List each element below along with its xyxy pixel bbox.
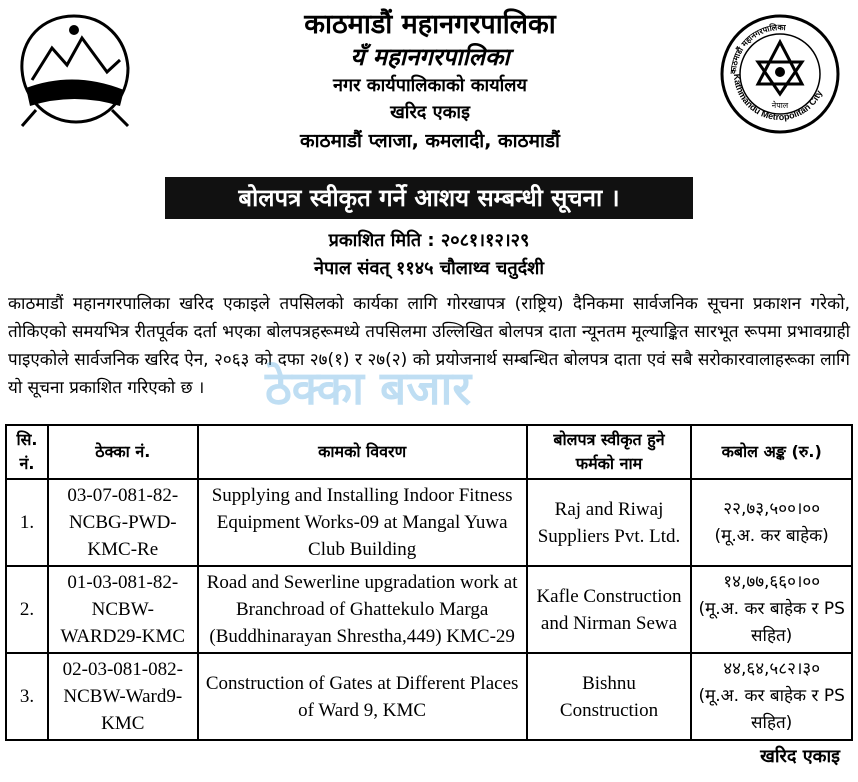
seal-script: काठमाडौं महानगरपालिका [728, 22, 786, 75]
seal-text: Kathmandu Metropolitan City [731, 73, 825, 123]
row-firm: Bishnu Construction [527, 653, 692, 740]
row-sn: 1. [6, 479, 48, 566]
col-header-amount: कबोल अङ्क (रु.) [691, 425, 852, 479]
table-row [6, 566, 852, 653]
col-header-contract: ठेक्का नं. [48, 425, 198, 479]
watermark-text: ठेक्का बजार [265, 361, 472, 415]
row-firm: Raj and Riwaj Suppliers Pvt. Ltd. [527, 479, 692, 566]
newari-title: यँ महानगरपालिका [350, 42, 510, 71]
table-header-row [6, 425, 852, 479]
row-amount: १४,७७,६६०।०० [723, 572, 821, 592]
row-firm: Kafle Construction and Nirman Sewa [527, 566, 692, 653]
row-sn: 3. [6, 653, 48, 740]
org-title: काठमाडौं महानगरपालिका [304, 9, 556, 40]
notice-header [0, 0, 858, 170]
row-amount-note: (मू.अ. कर बाहेक र PS सहित) [698, 686, 845, 733]
row-description: Construction of Gates at Different Places of Ward 9, KMC [198, 653, 527, 740]
notice-title-banner: बोलपत्र स्वीकृत गर्ने आशय सम्बन्धी सूचना । [165, 177, 693, 219]
award-table [5, 424, 853, 741]
row-description: Supplying and Installing Indoor Fitness Equipment Works-09 at Mangal Yuwa Club Building [198, 479, 527, 566]
col-header-sn: सि. नं. [6, 425, 48, 479]
nepal-samvat-date: नेपाल संवत् ११४५ चौलाथ्व चतुर्दशी [313, 258, 545, 279]
row-sn: 2. [6, 566, 48, 653]
notice-body-text: काठमाडौं महानगरपालिका खरिद एकाइले तपसिलको कार्यका लागि गोरखापत्र (राष्ट्रिय) दैनिकमा सार्वजनिक सूचना प्रकाशन गरेको, तोकिएको समयभित्र रीतपूर्वक दर्ता भएका बोलपत्रहरूमध्ये तपसिलमा उल्लिखित बोलपत्र दाता न्यूनतम मूल्याङ्कित सारभूत रूपमा प्रभावग्राही पाइएकोले सार्वजनिक खरिद ऐन, २०६३ को दफा २७(१) र २७(२) को प्रयोजनार्थ सम्बन्धित बोलपत्र दाता एवं सबै सरोकारवालाहरूका लागि यो सूचना प्रकाशित गरिएको छ । [8, 294, 850, 398]
thekka-bazar-watermark [255, 352, 595, 422]
table-row [6, 479, 852, 566]
row-amount: ४४,६४,५८२।३० [723, 659, 821, 679]
row-contract: 01-03-081-82-NCBW-WARD29-KMC [48, 566, 198, 653]
footer-signature: खरिद एकाइ [760, 746, 840, 767]
row-amount: २२,७३,५००।०० [723, 498, 821, 519]
seal-nepal: नेपाल [771, 101, 789, 110]
col-header-description: कामको विवरण [198, 425, 527, 479]
unit-name: खरिद एकाइ [390, 102, 470, 123]
row-description: Road and Sewerline upgradation work at Branchroad of Ghattekulo Marga (Buddhinarayan Shrestha,449) KMC-29 [198, 566, 527, 653]
row-amount-note: (मू.अ. कर बाहेक) [714, 525, 829, 546]
kmc-seal-logo [718, 12, 842, 136]
office-name: नगर कार्यपालिकाको कार्यालय [333, 75, 527, 96]
row-amount-cell [691, 479, 852, 566]
row-amount-note: (मू.अ. कर बाहेक र PS सहित) [698, 599, 845, 646]
row-contract: 03-07-081-82-NCBG-PWD-KMC-Re [48, 479, 198, 566]
kmc-emblem-logo [12, 10, 137, 128]
published-date: प्रकाशित मिति : २०८१।१२।२९ [328, 230, 530, 251]
address: काठमाडौं प्लाजा, कमलादी, काठमाडौं [300, 130, 560, 152]
col-header-firm: बोलपत्र स्वीकृत हुने फर्मको नाम [527, 425, 692, 479]
row-amount-cell [691, 566, 852, 653]
row-amount-cell [691, 653, 852, 740]
table-row [6, 653, 852, 740]
row-contract: 02-03-081-082-NCBW-Ward9-KMC [48, 653, 198, 740]
